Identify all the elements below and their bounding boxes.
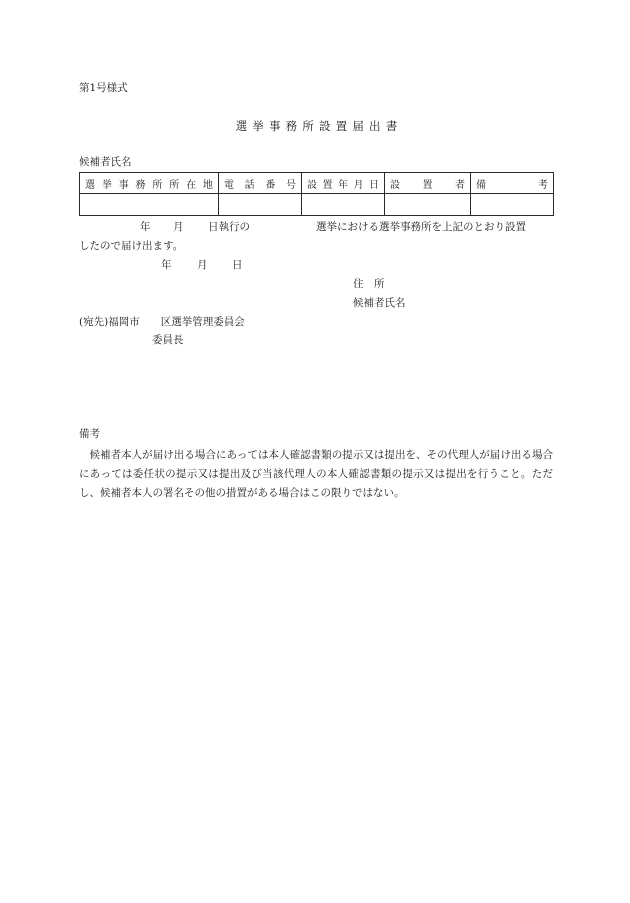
candidate-signature-label: 候補者氏名 xyxy=(353,297,406,309)
cell-phone-number[interactable] xyxy=(219,194,302,216)
header-char: 号 xyxy=(285,179,296,191)
header-char: 電 xyxy=(224,179,234,191)
addressee: (宛先)福岡市 区選挙管理委員会 xyxy=(79,316,245,328)
remarks-body: 候補者本人が届け出る場合にあっては本人確認書類の提示又は提出を、その代理人が届け出る場合にあっては委任状の提示又は提出及び当該代理人の本人確認書類の提示又は提出を行うこと。ただし、候補者本人の署名その他の措置がある場合はこの限りではない。 xyxy=(79,449,553,499)
cell-established-date[interactable] xyxy=(302,194,385,216)
header-office-location-text xyxy=(85,176,213,191)
header-char: 在 xyxy=(186,179,197,191)
notification-month-label: 月 xyxy=(173,221,184,233)
header-phone-number-text xyxy=(224,176,296,191)
document-title: 選挙事務所設置届出書 xyxy=(235,119,403,133)
address-label: 住 所 xyxy=(353,278,385,290)
chairman-label: 委員長 xyxy=(152,334,184,346)
date-year-label: 年 xyxy=(161,259,172,271)
remarks-heading: 備考 xyxy=(79,428,100,440)
cell-remarks[interactable] xyxy=(471,194,554,216)
cell-office-location[interactable] xyxy=(80,194,219,216)
form-number: 第1号様式 xyxy=(79,82,128,94)
header-established-by-text xyxy=(390,176,465,191)
header-char: 置 xyxy=(322,179,333,191)
notification-line-2: したので届け出ます。 xyxy=(79,240,184,252)
header-char: 番 xyxy=(265,179,276,191)
notification-day-label: 日執行の xyxy=(208,221,250,233)
header-office-location xyxy=(80,173,219,194)
date-month-label: 月 xyxy=(197,259,208,271)
table-header-row xyxy=(80,173,554,194)
header-char: 所 xyxy=(152,179,163,191)
header-char: 事 xyxy=(118,179,129,191)
header-char: 日 xyxy=(369,179,379,191)
header-char: 所 xyxy=(169,179,180,191)
candidate-name-label: 候補者氏名 xyxy=(79,156,132,168)
date-day-label: 日 xyxy=(232,259,243,271)
header-char: 話 xyxy=(244,179,255,191)
header-char: 挙 xyxy=(101,179,112,191)
header-char: 者 xyxy=(455,179,465,191)
notification-election-text: 選挙における選挙事務所を上記のとおり設置 xyxy=(316,221,526,233)
header-char: 設 xyxy=(307,179,317,191)
cell-established-by[interactable] xyxy=(385,194,471,216)
header-established-by xyxy=(385,173,471,194)
header-char: 月 xyxy=(353,179,364,191)
header-char: 地 xyxy=(202,179,213,191)
notification-year-label: 年 xyxy=(140,221,151,233)
header-established-date-text xyxy=(307,176,379,191)
office-info-table xyxy=(79,172,554,216)
header-established-date xyxy=(302,173,385,194)
header-char: 選 xyxy=(85,179,95,191)
header-phone-number xyxy=(219,173,302,194)
header-char: 備 xyxy=(476,179,486,191)
header-char: 考 xyxy=(538,179,548,191)
header-char: 置 xyxy=(422,179,433,191)
table-row xyxy=(80,194,554,216)
header-char: 設 xyxy=(390,179,400,191)
header-remarks-text xyxy=(476,176,548,191)
header-remarks xyxy=(471,173,554,194)
header-char: 年 xyxy=(338,179,348,191)
header-char: 務 xyxy=(135,179,146,191)
